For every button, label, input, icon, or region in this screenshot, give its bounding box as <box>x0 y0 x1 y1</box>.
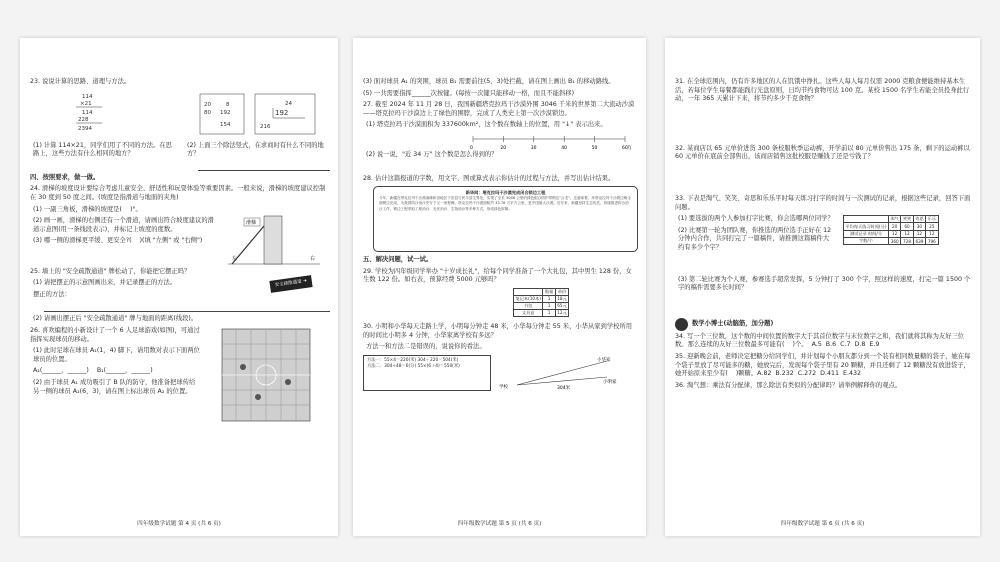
table-cell: 796 <box>926 237 938 244</box>
worksheet-page-4 <box>20 38 338 536</box>
question-26-3b: (5) 一共需要指挥______次按键。(每按一次键只能移动一格，而且不能斜移) <box>363 89 575 97</box>
calc-a-row3: 2394 <box>78 125 92 132</box>
question-36: 36. 淘气想：乘法有分配律，那么除法有类似的分配律吗？请举例解释你的观点。 <box>675 381 902 389</box>
question-23: 23. 说说计算的思路、道理与方法。 <box>30 78 131 85</box>
question-30: 30. 小明和小华每天走路上学，小明每分钟走 48 米，小华每分钟走 55 米，小华从家到学校所用的时间比小明多 4 分钟，小华家离学校有多远？ <box>363 322 633 339</box>
bonus-mascot-icon <box>675 318 688 331</box>
question-24: 24. 滑梯的坡度设计要综合考虑儿童安全、舒适性和玩耍体验等重要因素。一般来说，滑梯的坡度建议控制在 30 度到 50 度之间。(坡度是指滑道与地面的夹角) <box>30 185 326 201</box>
calc-a-mul: ×21 <box>80 100 92 107</box>
typing-table <box>843 215 939 245</box>
calc-c-row3: 216 <box>260 123 271 130</box>
safety-sign-text: 安全疏散通道 <box>274 279 303 288</box>
left-label: 左 <box>232 255 238 262</box>
table-row <box>514 309 569 316</box>
table-cell: 65元 <box>557 302 567 308</box>
section-4-heading: 四、按照要求，做一做。 <box>30 173 100 181</box>
table-cell: 60 <box>901 223 913 230</box>
question-27: 27. 截至 2024 年 11 月 28 日，我国新疆塔克拉玛干沙漠外围 3046 千米的世界第二大流动沙漠——塔克拉玛干沙漠边上了绿色的围脖，完成了人类史上第一次沙漠锁边。 <box>363 101 635 117</box>
question-34: 34. 写一个三位数，这个数的中间位置的数字大于其首位数字与末位数字之和，我们就将其称为友好三位数。那么连续的友好三位数最多可能有( )个。 A.5 B.6 C.7 D.8 E.9 <box>675 332 965 349</box>
question-24-1: (1) 一副三角板，滑梯的坡度是( )°。 <box>33 205 142 213</box>
table-cell: 文具盒 <box>514 309 543 316</box>
question-32: 32. 某商店以 65 元单价进货 300 条校服秋季运动裤，开学前以 80 元单价售出 175 条，剩下的运动裤以 60 元单价在底前全部售出，该商店销售这批校服是赚钱了还是亏钱了？ <box>675 144 972 161</box>
calc-b-row3: 8 <box>226 101 230 108</box>
table-header: 淘气 <box>890 216 899 222</box>
table-cell: 12 <box>901 230 913 237</box>
question-30-b: 方法一和方法二是错误的，说说你的看法。 <box>366 343 486 351</box>
table-header: 笑笑 <box>902 216 912 222</box>
safety-sign: 安全疏散通道 ➜ <box>269 275 312 293</box>
question-25-1b: 摆正的方法： <box>33 290 71 298</box>
number-line-tick-label: 50 <box>591 145 598 151</box>
answer-line[interactable] <box>44 303 330 312</box>
question-33-1: (1) 要选拔的两个人参加打字比赛，你会选哪两位同学？ <box>678 215 834 223</box>
table-cell: 12 <box>926 230 938 237</box>
calc-c-row2: 192 <box>275 108 289 117</box>
calc-a-row2: 228 <box>78 116 89 123</box>
number-line-tick-label: 60 <box>622 145 628 151</box>
question-35: 35. 迎新晚会前，老师决定把糖分给同学们，并计划每个小朋友都分到一个装有相同数量糖的袋子，她在每个袋子里放了尽可能多的糖，她放完后，发现每个袋子里有 20 颗糖，并且还剩了 12 颗糖没有放进袋子，她开始原来至少有( )颗糖。A.82 B.232 C.272 D.411 E.432 <box>675 352 971 378</box>
slide-label: 滑梯 <box>246 219 257 226</box>
school-label: 学校 <box>499 384 508 390</box>
table-cell: 30 <box>913 223 925 230</box>
question-26-1b: A₂(______，______) B₁(______，______) <box>33 367 153 375</box>
table-header <box>844 216 889 223</box>
table-header <box>514 288 543 295</box>
question-33-3: (3) 第二轮比赛为个人赛，参赛选手超常发挥，5 分钟打了 300 个字，照这样的速度，打完一篇 1500 个字的稿件需要多长时间？ <box>678 275 971 292</box>
article-title: 新华网：塔克拉玛干沙漠完成闭合锁边工程 <box>465 190 546 196</box>
table-header: 奇思 <box>915 216 924 222</box>
question-25-2: (2) 请画出摆正后 "安全疏散通道" 牌与地面的距离(线段)。 <box>33 315 198 323</box>
right-label: 右 <box>310 255 316 262</box>
calc-b-row2: 80 <box>204 109 211 116</box>
calc-figures-23 <box>30 90 330 140</box>
table-cell: 360 <box>888 237 900 244</box>
question-29: 29. 学校为四年级同学举办 "十岁成长礼"，给每个同学准备了一个大礼包，其中男生 128 份，女生数 122 份。如右表，预算经费 5000 元够吗？ <box>363 267 632 284</box>
table-header: 乐乐 <box>927 216 937 222</box>
question-33-2: (2) 比赛第一轮为团队赛，你推选的两位选手正好在 12 分钟内合作，共同打完了一篇稿件，请推测这篇稿件大约有多少个字？ <box>678 226 834 251</box>
question-27-2: (2) 说一说，"近 34 万" 这个数是怎么得到的？ <box>366 150 498 158</box>
table-row <box>514 295 569 302</box>
answer-line[interactable] <box>198 162 330 171</box>
number-line-tick-label: 0 <box>470 145 473 151</box>
table-cell: 1 <box>543 309 555 316</box>
worksheet-page-6 <box>665 38 980 536</box>
number-line-tick-label: 20 <box>500 145 507 151</box>
gift-table <box>513 288 569 317</box>
question-24-2: (2) 画一画，滑梯的右侧还有一个滑道，请画出符合坡度建议的滑道示意图(用一条线段表示)，并标记上坡度的度数。 <box>33 217 214 233</box>
table-cell: 12 <box>888 230 900 237</box>
calc-b-row5: 154 <box>220 121 231 128</box>
table-cell: 25 <box>926 223 938 230</box>
calc-a-row1: 114 <box>82 109 93 116</box>
article-text: 今年，新疆在塔克拉玛干沙漠南缘和田地区于田县与民丰县交界处，实现了全长 3046 公里的绿色阻沙防护带锁边"合龙"。这意味着，环塔克拉玛干沙漠边缘全面锁边完成，为我国防沙治沙史写下又一里程碑。塔克拉玛干沙漠面积约 33.76 万平方公里，是中国最大沙漠。近年来，新疆坚持生态优先，持续推进防沙治沙工作，锁边工程采取工程治沙、光伏治沙、生物治沙等多种方式，形成绿色屏障。 <box>379 196 631 211</box>
route-diagram <box>497 355 627 391</box>
question-23-2: (2) 上面三个除法竖式，在求商时有什么不同的地方？ <box>187 141 324 158</box>
table-row <box>844 230 939 237</box>
method-one: 方法一：55×4＝220(米) 304＋220＝504(米) <box>367 357 459 363</box>
number-line <box>363 133 633 151</box>
question-25-1: (1) 请把摆正的示意图画出来，并记录摆正的方法。 <box>33 279 177 287</box>
table-cell: 字数/个 <box>844 237 889 244</box>
table-cell: 20 <box>888 223 900 230</box>
question-24-3: (3) 哪一侧的滑梯更平缓、更安全?( )(填 "左侧" 或 "右侧") <box>33 237 203 245</box>
table-row <box>844 223 939 230</box>
table-cell: 测试记录 时间/分 <box>844 230 889 237</box>
method-two: 方法二：304÷48＝6(分) 55×(6＋4)＝550(米) <box>367 363 460 369</box>
table-cell: 平均每天练习时间(分) <box>845 223 887 229</box>
bonus-heading: 数学小博士(动脑筋，加分题) <box>692 319 774 327</box>
section-5-heading: 五、解决问题，试一试。 <box>363 256 433 264</box>
number-line-tick-label: 30 <box>530 145 537 151</box>
table-header: 单价 <box>555 288 569 295</box>
calc-b-row1: 20 <box>204 101 211 108</box>
worksheet-page-5 <box>353 38 646 536</box>
table-cell: 18元 <box>557 295 567 301</box>
soccer-grid-figure <box>220 327 312 423</box>
method-box <box>363 355 491 391</box>
question-33: 33. 下表是淘气、笑笑、奇思和乐乐平时每天练习打字的时间与一次测试的记录，根据这些记录，回答下面问题。 <box>675 194 971 211</box>
page-footer: 四年级数学试题 第 6 页 (共 6 页) <box>780 521 865 527</box>
table-row <box>514 302 569 309</box>
ming-label: 小明家 <box>603 379 617 385</box>
table-cell: 1 <box>543 295 555 302</box>
page-footer: 四年级数学试题 第 4 页 (共 6 页) <box>137 521 221 527</box>
home-label: 小华家 <box>597 357 611 363</box>
question-31: 31. 在全球范围内，仍有许多地区的人在饥饿中挣扎。这些人每人每月仅需 2000 克粮食便能维持基本生活，若每位学生每餐都能践行光盘原则，日均节约食物可达 100 克。某校 1500 名学生若能全员投身此行动，一年 365 天累计下来，将节约多少千克食物？ <box>675 78 970 103</box>
question-26-3: (3) 面对球员 A₁ 的突围，球员 B₁ 需要前往(5，3)处拦截，请在图上画出 B₁ 的移动路线。 <box>363 78 615 85</box>
number-line-unit: 万 <box>627 144 633 151</box>
calc-b-row4: 192 <box>220 109 231 116</box>
distance-label: 304米 <box>557 385 571 391</box>
table-row <box>844 237 939 244</box>
article-box <box>373 186 638 252</box>
calc-a-top: 114 <box>82 93 93 100</box>
table-cell: 639 <box>913 237 925 244</box>
question-28: 28. 估计这篇报道的字数，用文字、图或算式表示你估计的过程与方法，并写出估计结果。 <box>363 174 615 182</box>
table-cell: 12元 <box>557 309 567 315</box>
question-25: 25. 墙上的 "安全疏散通道" 牌松动了，你能把它摆正吗？ <box>30 267 191 275</box>
number-line-tick-label: 40 <box>561 145 567 151</box>
table-cell: 笔记本(10本) <box>515 295 541 301</box>
page-footer: 四年级数学试题 第 5 页 (共 6 页) <box>457 521 542 527</box>
calc-c-row1: 24 <box>285 100 292 107</box>
table-cell: 12 <box>913 230 925 237</box>
slide-figure <box>224 206 324 268</box>
table-cell: 728 <box>901 237 913 244</box>
question-23-1: (1) 计算 114×21，同学们用了不同的方法。在思路上，这些方法有什么相同的地方？ <box>33 141 172 158</box>
table-header: 数量 <box>544 288 554 294</box>
question-27-1: (1) 塔克拉玛干沙漠面积为 337600km²，这个数在数轴上的位置，用 "↓" 表示出来。 <box>366 121 607 129</box>
question-26-2: (2) 由于球员 A₁ 成功吸引了 B 队的防守，他准备把球传给另一侧的球员 A₂(6，3)，请在图上标出球员 A₂ 的位置。 <box>33 378 196 395</box>
question-26: 26. 喜欢编程的小新设计了一个 6 人足球游戏(如图)，可通过指挥实现球员的移动。 <box>30 326 200 343</box>
question-26-1: (1) 此时足球在球员 A₁(1，4) 脚下，请用数对表示下面两位球员的位置。 <box>33 347 200 363</box>
table-cell: 书包 <box>514 302 543 309</box>
table-cell: 1 <box>543 302 555 309</box>
